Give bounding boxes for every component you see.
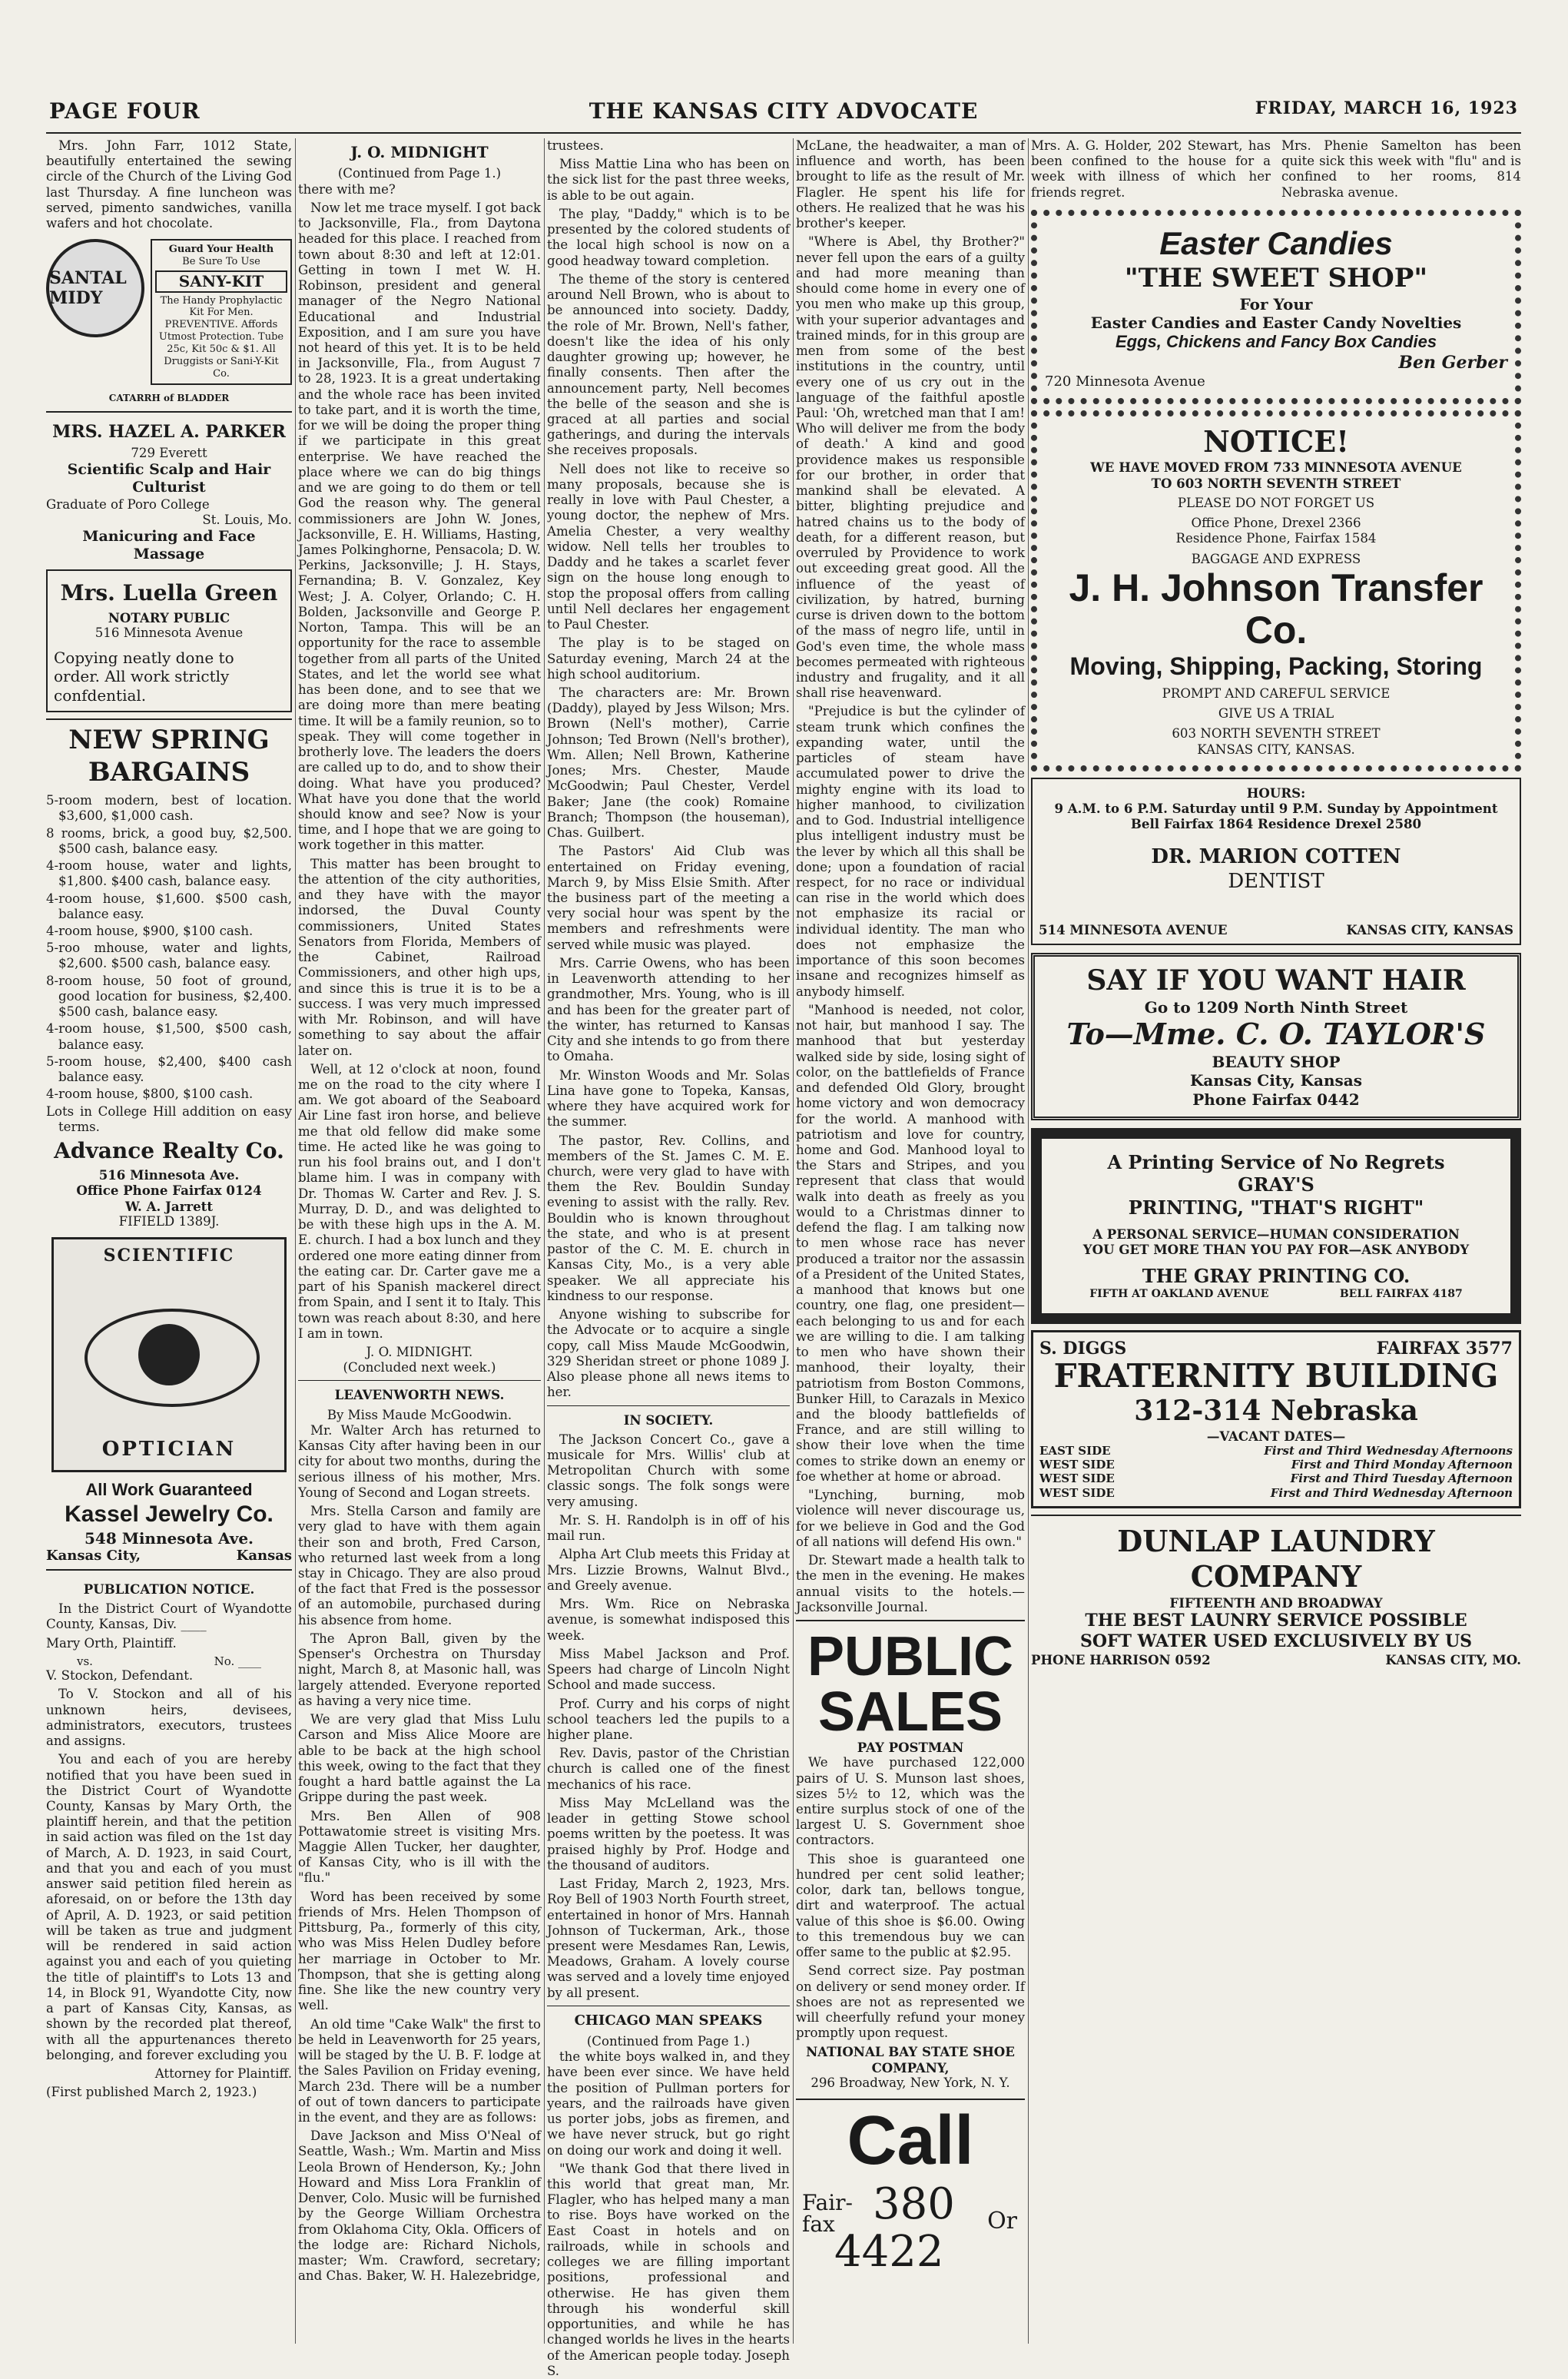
frat-header: [1039, 1339, 1513, 1359]
hair-head: SAY IF YOU WANT HAIR: [1086, 964, 1466, 997]
spring-item: 4-room house, water and lights, $1,800. $400 cash, balance easy.: [46, 858, 292, 889]
call-number1: 380: [873, 2179, 955, 2230]
green-name: Mrs. Luella Green: [60, 580, 278, 606]
frat-row: [1039, 1472, 1513, 1485]
optician-label: OPTICIAN: [101, 1438, 237, 1462]
sanykit-box: [151, 239, 292, 384]
gray-printing-ad: [1031, 1128, 1521, 1324]
dunlap-line6: PHONE HARRISON 0592: [1031, 1651, 1211, 1667]
col3-p7: The Pastors' Aid Club was entertained on Friday evening, March 9, by Miss Elsie Smith. After the business part of the meeting a very social hour was spent by the members and refreshments were served while music was played.: [547, 844, 790, 952]
col4-p3: "Prejudice is but the cylinder of steam trunk which confines the expanding water, until the particles of steam have accumulated power to drive the mighty engine with its load to higher manhood, to civilization and to God. Industrial intelligence plus intelligent industry must be the lever by which all this shall be done; upon a foundation of racial respect, for no race or individual can rise in the world which does not emphasize its racial or individual identity. The man who does not emphasize the importance of this soon becomes insane and recognizes himself as anybody himself.: [796, 704, 1025, 999]
pub-vs-line: [46, 1654, 292, 1668]
column-2: [298, 138, 541, 2344]
sanykit-head: Guard Your Health: [168, 244, 274, 256]
spring-item: 8-room house, 50 foot of ground, good location for business, $2,400. $500 cash, balance easy.: [46, 973, 292, 1020]
col3-p5: The play is to be staged on Saturday evening, March 24 at the high school auditorium.: [547, 635, 790, 682]
spring-item: 4-room house, $1,500, $500 cash, balance easy.: [46, 1021, 292, 1052]
col3-p10: The pastor, Rev. Collins, and members of the St. James C. M. E. church, were very glad to have with them the Rev. Bouldin Sunday evening to assist with the rally. Rev. Bouldin who is known throughout the state, and who is at present pastor of the C. M. E. church in Kansas City, Mo., is a very able speaker. We all appreciate his kindness to our response.: [547, 1133, 790, 1303]
call-fair-text: Fair-: [802, 2190, 854, 2216]
society-p9: Last Friday, March 2, 1923, Mrs. Roy Bell of 1903 North Fourth street, entertained in honor of Mrs. Hannah Johnson of Tuckerman, Ark., those present were Mesdames Ran, Lewis, Meadows, Graham. A lovely course was served and a lovely time enjoyed by all present.: [547, 1876, 790, 2000]
frat-row-schedule: First and Third Wednesday Afternoon: [1270, 1485, 1513, 1500]
col4-p5: "Lynching, burning, mob violence will never discourage us, for we believe in God and the God of all nations will defend His own.": [796, 1488, 1025, 1549]
cotten-line2: Bell Fairfax 1864 Residence Drexel 2580: [1130, 816, 1422, 832]
col3-p3: The theme of the story is centered around Nell Brown, who is about to be announced into society. Daddy, the role of Mr. Brown, Nell's father, doesn't like the idea of his only daughter growing up; however, he finally consents. Then after the announcement party, Nell becomes the belle of the season and she is graced at all parties and social gatherings, and during the intervals she receives proposals.: [547, 271, 790, 458]
green-ad: [46, 569, 292, 712]
col3-p8: Mrs. Carrie Owens, who has been in Leavenworth attending to her grandmother, Mrs. Young, who is ill and has been for the greater part of the winter, has returned to Kansas City and she intends to go from there to Omaha.: [547, 955, 790, 1064]
public-sales-big2: SALES: [817, 1681, 1003, 1744]
frat-row: [1039, 1486, 1513, 1500]
pub-to: To V. Stockon and all of his unknown heirs, devisees, administrators, executors, trustees and assigns.: [46, 1687, 292, 1749]
dunlap-ad: [1031, 1515, 1521, 1667]
notice-company: J. H. Johnson Transfer Co.: [1069, 566, 1483, 652]
parker-line2: Graduate of Poro College: [46, 496, 210, 512]
public-sales-company: NATIONAL BAY STATE SHOE COMPANY,: [806, 2044, 1015, 2075]
col4-p2: "Where is Abel, thy Brother?" never fell upon the ears of a guilty and had more meaning than should come home in every one of you men who make up this group, with your superior advantages and trained minds, for in this group are men from some of the best institutions in the country, until every one of us cry out in the language of the faithful apostle Paul: 'Oh, wretched man that I am! Who will deliver me from the body of death.' A kind and good providence makes us responsible for our brother, in order that mankind shall be elevated. A bitter, blighting prejudice and hatred chains us to the body of death, for a different reason, but overruled by Providence to work out exceeding great good. All the influence of the yeast of civilization, by hatred, burning curse is driven down to the bottom of the mass of negro life, until in God's even time, the whole mass becomes permeated with righteous industry and frugality, and it all shall rise heavenward.: [796, 234, 1025, 701]
midnight-continued: (Continued from Page 1.): [337, 166, 502, 181]
fraternity-ad: [1031, 1330, 1521, 1508]
issue-date: FRIDAY, MARCH 16, 1923: [1255, 98, 1518, 118]
col4-p4: "Manhood is needed, not color, not hair, but manhood I say. The manhood that but yesterday walked side by side, losing sight of color, on the battlefields of France and defended Old Glory, brought home victory and won democracy for the world. A manhood with patriotism and love for country, home and God. Manhood loyal to the Stars and Stripes, and you represent that class that would walk into death as freely as you would to a Christmas dinner to defend the flag. I am talking now to men whose race has never produced a traitor nor the assassin of a President of the United States, a manhood that knows but one country, one flag, one president—each belonging to us and for each we are willing to die. I am talking to men who have shown their manhood, their loyalty, their patriotism from Boston Commons, Bunker Hill, to Carazals in Mexico and the bloody battlefields of France, and are still willing to show their love when the time comes to strike down an enemy or foe whether at home or abroad.: [796, 1002, 1025, 1484]
call-big: Call: [847, 2102, 974, 2180]
gray-line6: THE GRAY PRINTING CO.: [1142, 1265, 1411, 1288]
notice-line5: Residence Phone, Fairfax 1584: [1175, 531, 1377, 546]
gray-line4: A PERSONAL SERVICE—HUMAN CONSIDERATION: [1092, 1226, 1460, 1242]
midnight-head: J. O. MIDNIGHT: [350, 143, 489, 161]
hair-line5: Phone Fairfax 0442: [1192, 1090, 1360, 1109]
society-p3: Alpha Art Club meets this Friday at Mrs. Lizzie Browns, Walnut Blvd., and Greely avenue.: [547, 1547, 790, 1593]
spring-item: 5-room house, $2,400, $400 cash balance easy.: [46, 1053, 292, 1085]
spring-item: Lots in College Hill addition on easy terms.: [46, 1103, 292, 1134]
leavenworth-p6: Word has been received by some friends of Mrs. Helen Thompson of Pittsburg, Pa., formerly of this city, who was Miss Helen Dudley before her marriage in October to Mr. Thompson, that she is getting along fine. She like the new country very well.: [298, 1889, 541, 2013]
leavenworth-p7: An old time "Cake Walk" the first to be held in Leavenworth for 25 years, will be staged by the U. B. F. lodge at the Sales Pavilion on Friday evening, March 23d. There will be a number of out of town dancers to participate in the event, and they are as follows:: [298, 2016, 541, 2125]
parker-line3: St. Louis, Mo.: [202, 512, 292, 527]
pub-body: You and each of you are hereby notified that you have been sued in the District Court of Wyandotte County, Kansas by Mary Orth, the plaintiff herein, and that the petition in said action was filed on the 1st day of March, A. D. 1923, in said Court, and that you and each of you must answer said petition filed herein as aforesaid, on or before the 13th day of April, A. D. 1923, or said petition will be taken as true and judgment will be rendered in said action against you and each of you quieting the title of plaintiff's to Lots 13 and 14, in Block 91, Wyandotte City, now a part of Kansas City, Kansas, as shown by the recorded plat thereof, with all the appurtenances thereto belonging, and forever excluding you: [46, 1752, 292, 2062]
parker-line1: Scientific Scalp and Hair Culturist: [67, 461, 271, 496]
midnight-p0: there with me?: [298, 181, 396, 197]
spring-item: 4-room house, $1,600. $500 cash, balance easy.: [46, 891, 292, 921]
society-p5: Miss Mabel Jackson and Prof. Speers had charge of Lincoln Night School and made success.: [547, 1646, 790, 1693]
public-sales-sub: PAY POSTMAN: [857, 1740, 964, 1756]
dunlap-line3: FIFTEENTH AND BROADWAY: [1169, 1594, 1383, 1611]
notice-line2: TO 603 NORTH SEVENTH STREET: [1151, 475, 1401, 491]
notice-line1: WE HAVE MOVED FROM 733 MINNESOTA AVENUE: [1090, 460, 1462, 476]
sanykit-side: CATARRH of BLADDER: [108, 392, 230, 403]
spring-item: 8 rooms, brick, a good buy, $2,500. $500 cash, balance easy.: [46, 825, 292, 856]
optician-eye-illustration: [51, 1237, 287, 1472]
page-number: PAGE FOUR: [49, 98, 201, 124]
public-sales-address: 296 Broadway, New York, N. Y.: [811, 2075, 1010, 2090]
frat-vacant: —VACANT DATES—: [1206, 1428, 1346, 1444]
green-address: 516 Minnesota Avenue: [94, 625, 244, 640]
society-p1: The Jackson Concert Co., gave a musicale for Mrs. Willis' club at Metropolitan Church with some classic songs. The folk songs were very amusing.: [547, 1432, 790, 1509]
hair-line2: To—Mme. C. O. TAYLOR'S: [1066, 1017, 1486, 1052]
pub-plaintiff: Mary Orth, Plaintiff.: [46, 1635, 177, 1651]
column-rule: [295, 138, 296, 2344]
chicago-head: CHICAGO MAN SPEAKS: [547, 2006, 790, 2029]
parker-name: MRS. HAZEL A. PARKER: [52, 422, 286, 443]
midnight-p2: This matter has been brought to the attention of the city authorities, and they have with the mayor indorsed, the Duval County commissioners, United States Senators from Florida, Members of the Cabinet, Railroad Commissioners, and other high ups, and since this is true it is to be a success. I was very much impressed with Mr. Robinson, and will have something to say about the affair later on.: [298, 856, 541, 1058]
kassel-city: Kansas City,: [46, 1547, 141, 1564]
dunlap-footer: [1031, 1652, 1521, 1667]
dunlap-line7: KANSAS CITY, MO.: [1385, 1651, 1521, 1667]
col3-p1: Miss Mattie Lina who has been on the sick list for the past three weeks, is able to be out again.: [547, 157, 790, 203]
pub-defendant: V. Stockon, Defendant.: [46, 1668, 194, 1684]
column-5: [1031, 138, 1521, 2344]
easter-line2: Eggs, Chickens and Fancy Box Candies: [1115, 332, 1437, 352]
notice-line9: 603 NORTH SEVENTH STREET: [1172, 726, 1381, 742]
col4-p1: McLane, the headwaiter, a man of influence and worth, has been brought to life as the result of Mr. Flagler. He spent his life for others. He realized that he was his brother's keeper.: [796, 138, 1025, 231]
advance-address: 516 Minnesota Ave.: [98, 1167, 240, 1183]
notice-line10: KANSAS CITY, KANSAS.: [1197, 742, 1355, 757]
cotten-address: 514 MINNESOTA AVENUE: [1039, 921, 1228, 937]
pub-vs: vs.: [77, 1654, 93, 1668]
midnight-p3: Well, at 12 o'clock at noon, found me on the road to the city where I am. We got aboard of the Seaboard Air Line fast iron horse, and believe me that old fellow did make some time. He acted like he was going to run his fool brains out, and I don't blame him. I was in company with Dr. Thomas W. Carter and Rev. J. S. Murray, D. D., and was delighted to be with these high ups in the A. M. E. church. I had a box lunch and they ordered one more eating dinner from the eating car. Dr. Carter gave me a part of his Spanish mackerel direct from Spain, and I sent it to Italy. This town was reach about 8:30, and here I am in town.: [298, 1061, 541, 1341]
hair-ad: [1031, 953, 1521, 1120]
hair-line1: Go to 1209 North Ninth Street: [1144, 998, 1408, 1017]
spring-item: 4-room house, $800, $100 cash.: [46, 1087, 254, 1102]
easter-title: Easter Candies: [1159, 224, 1393, 261]
santal-seal: SANTAL MIDY: [46, 239, 144, 337]
column-1: [46, 138, 292, 2344]
sanykit-ad: [46, 239, 292, 384]
easter-line1: Easter Candies and Easter Candy Novelties: [1090, 314, 1462, 333]
frat-row-side: WEST SIDE: [1039, 1458, 1115, 1472]
public-sales-p2: This shoe is guaranteed one hundred per cent solid leather; color, dark tan, bellows tongue, dirt and waterproof. The actual value of this shoe is $6.00. Owing to this tremendous buy we can offer same to the public at $2.95.: [796, 1851, 1025, 1960]
notice-line6: BAGGAGE AND EXPRESS: [1191, 551, 1361, 566]
gray-footer: [1054, 1288, 1498, 1301]
dunlap-line5: SOFT WATER USED EXCLUSIVELY BY US: [1079, 1631, 1473, 1651]
frat-title: FRATERNITY BUILDING: [1053, 1357, 1499, 1395]
frat-row-schedule: First and Third Tuesday Afternoon: [1290, 1472, 1513, 1486]
notice-title: NOTICE!: [1203, 424, 1349, 460]
frat-rows: [1039, 1444, 1513, 1500]
frat-right: FAIRFAX 3577: [1376, 1338, 1513, 1359]
col3-p11: Anyone wishing to subscribe for the Advocate or to acquire a single copy, call Miss Maude McGoodwin, 329 Sheridan street or phone 1089 J. Also please phone all news items to her.: [547, 1307, 790, 1400]
cotten-line1: 9 A.M. to 6 P.M. Saturday until 9 P.M. Sunday by Appointment: [1054, 801, 1498, 816]
society-p4: Mrs. Wm. Rice on Nebraska avenue, is somewhat indisposed this week.: [547, 1597, 790, 1643]
chicago-p2: "We thank God that there lived in this world that great man, Mr. Flagler, who has helped many a man to rise. Boys have worked on the East Coast in hotels and on railroads, while in schools and colleges we are filling important positions, professional and otherwise. He has given them through his wonderful skill opportunities, and while he has changed worlds he lives in the hearts of the American people today. Joseph S.: [547, 2161, 790, 2378]
notice-services: Moving, Shipping, Packing, Storing: [1069, 652, 1483, 680]
col3-p9: Mr. Winston Woods and Mr. Solas Lina have gone to Topeka, Kansas, where they have acquired work for the summer.: [547, 1067, 790, 1130]
spring-list: [46, 793, 292, 1135]
publication-notice-head: PUBLICATION NOTICE.: [83, 1581, 255, 1597]
call-fax-text: fax: [802, 2211, 835, 2238]
pub-no: No. ____: [214, 1654, 261, 1668]
gray-line8: BELL FAIRFAX 4187: [1339, 1287, 1463, 1300]
gray-line3: PRINTING, "THAT'S RIGHT": [1128, 1196, 1424, 1219]
leavenworth-p8: Dave Jackson and Miss O'Neal of Seattle, Wash.; Wm. Martin and Miss Leola Brown of Henderson, Ky.; John Howard and Miss Lora Franklin of Denver, Colo. Music will be furnished by the George William Orchestra from Oklahoma City, Okla. Officers of the lodge are: Richard Nichols, master; Wm. Crawford, secretary; and Chas. Baker, W. H. Halezebridge,: [298, 2128, 541, 2284]
column-rule: [793, 138, 794, 2344]
gray-line7: FIFTH AT OAKLAND AVENUE: [1089, 1287, 1269, 1300]
gray-line1: A Printing Service of No Regrets: [1107, 1150, 1445, 1173]
call-ad: [796, 2099, 1025, 2298]
col3-p2: The play, "Daddy," which is to be presented by the colored students of the local high school is now on a good headway toward completion.: [547, 206, 790, 268]
chicago-p1: the white boys walked in, and they have been ever since. We have held the position of Pullman porters for years, and the railroads have given us porter jobs, jobs as firemen, and we have never struck, but go right on doing our work and doing it well.: [547, 2049, 790, 2158]
frat-row-side: WEST SIDE: [1039, 1472, 1115, 1486]
col4-p6: Dr. Stewart made a health talk to the men in the evening. He makes annual visits to the hotels.—Jacksonville Journal.: [796, 1553, 1025, 1614]
leavenworth-p3: The Apron Ball, given by the Spenser's Orchestra on Thursday night, March 8, at Masonic hall, was largely attended. Everyone reported as having a very nice time.: [298, 1631, 541, 1708]
masthead: [46, 86, 1521, 134]
leavenworth-head: LEAVENWORTH NEWS.: [298, 1380, 541, 1402]
frat-row-side: WEST SIDE: [1039, 1485, 1115, 1500]
frat-left: S. DIGGS: [1039, 1338, 1127, 1359]
kassel-line4: [46, 1548, 292, 1571]
spring-item: 4-room house, $900, $100 cash.: [46, 923, 254, 938]
frat-row-schedule: First and Third Wednesday Afternoons: [1264, 1443, 1513, 1458]
col3-p6: The characters are: Mr. Brown (Daddy), played by Jess Wilson; Mrs. Brown (Nell's mother), Carrie Johnson; Ted Brown (Nell's brother), Wm. Allen; Nell Brown, Katherine Jones; Mrs. Chester, Maude McGoodwin; Paul Chester, Verdel Baker; Jane (the cook) Romaine Branch; Thompson (the houseman), Chas. Guilbert.: [547, 685, 790, 841]
pub-attorney: Attorney for Plaintiff.: [154, 2065, 292, 2081]
cotten-hours: HOURS:: [1246, 785, 1306, 801]
pupil-icon: [138, 1324, 200, 1385]
personals-row: [1031, 138, 1521, 204]
easter-owner: Ben Gerber: [1398, 353, 1507, 373]
notice-line4: Office Phone, Drexel 2366: [1191, 516, 1361, 531]
society-p6: Prof. Curry and his corps of night school teachers led the pupils to a higher plane.: [547, 1696, 790, 1742]
notice-line7: PROMPT AND CAREFUL SERVICE: [1162, 685, 1391, 701]
frat-row: [1039, 1444, 1513, 1458]
green-title: NOTARY PUBLIC: [108, 609, 230, 625]
column-3: [547, 138, 790, 2378]
frat-address: 312-314 Nebraska: [1134, 1394, 1418, 1427]
society-head: IN SOCIETY.: [547, 1405, 790, 1428]
farr-item: Mrs. John Farr, 1012 State, beautifully entertained the sewing circle of the Church of the Living God last Thursday. A fine luncheon was served, pimento sandwiches, vanilla wafers and hot chocolate.: [46, 138, 292, 231]
leavenworth-p4: We are very glad that Miss Lulu Carson and Miss Alice Moore are able to be back at the high school this week, owing to the fact that they fought a hard battle against the La Grippe during the past week.: [298, 1712, 541, 1805]
dunlap-line4: THE BEST LAUNRY SERVICE POSSIBLE: [1085, 1610, 1467, 1631]
society-p2: Mr. S. H. Randolph is in off of his mail run.: [547, 1512, 790, 1544]
kassel-line1: All Work Guaranteed: [85, 1480, 253, 1500]
dunlap-line2: COMPANY: [1190, 1559, 1362, 1594]
parker-ad: [46, 411, 292, 563]
easter-shop: "THE SWEET SHOP": [1124, 263, 1428, 294]
leavenworth-p5: Mrs. Ben Allen of 908 Pottawatomie street is visiting Mrs. Maggie Allen Tucker, her daughter, of Kansas City, who is ill with the "flu.": [298, 1808, 541, 1886]
public-sales-ad: [796, 1620, 1025, 2091]
holder-item: Mrs. A. G. Holder, 202 Stewart, has been confined to the house for a week with illness of which her friends regret.: [1031, 138, 1271, 200]
midnight-p1: Now let me trace myself. I got back to Jacksonville, Fla., from Daytona headed for this place. I reached from town about 8:30 and left at 12:01. Getting in town I met W. H. Robinson, president and general manager of the Negro National Educational and Industrial Exposition, and I am sure you have not heard of this yet. It is to be held in Jacksonville, Fla., from August 7 to 28, 1923. It is a great undertaking and the whole race has been invited to take part, and it is worth the time, for we will be doing the proper thing if we participate in this great enterprise. We have reached the place where we can do big things and we are going to do them or tell God the reason why. The general commissioners are John W. Jones, Jacksonville, E. H. Williams, Hasting, James Polkinghorne, Pensacola; D. W. Perkins, Jacksonville; J. H. Stays, Fernandina; B. V. Gonzalez, Key West; J. A. Colyer, Orlando; C. H. Bolden, Jacksonville and George P. Norton, Tampa. This will be an opportunity for the race to assemble together from all parts of the United States, and let the world see what has been done, and to see that we are doing more than mere beating time. It will be a family reunion, so to speak. They will come together in brotherly love. The leaders the doers are called up to do, and to show their doing. What have you produced? What have you done that the world should know and see? Now is your time, and I hope that we are going to work together in this matter.: [298, 200, 541, 853]
column-4: [796, 138, 1025, 2344]
call-or: Or: [987, 2208, 1017, 2235]
cotten-title: DENTIST: [1228, 870, 1324, 894]
spring-ad: [46, 718, 292, 1229]
midnight-concluded: (Concluded next week.): [343, 1360, 496, 1375]
easter-ad: [1031, 210, 1521, 404]
kassel-state: Kansas: [236, 1547, 292, 1564]
leavenworth-byline: By Miss Maude McGoodwin.: [327, 1407, 512, 1422]
col3-p0: trustees.: [547, 138, 604, 153]
cotten-ad: [1031, 778, 1521, 945]
column-rule: [1028, 138, 1029, 2344]
cotten-footer: [1039, 922, 1513, 937]
samelton-item: Mrs. Phenie Samelton has been quite sick this week with "flu" and is confined to her rooms, 814 Nebraska avenue.: [1281, 138, 1521, 200]
kassel-line2: Kassel Jewelry Co.: [65, 1501, 273, 1527]
advance-name: Advance Realty Co.: [54, 1138, 284, 1164]
society-p8: Miss May McLelland was the leader in getting Stowe school poems written by the poetess. It was praised highly by Prof. Hodge and the thousand of auditors.: [547, 1795, 790, 1873]
hair-line3: BEAUTY SHOP: [1212, 1052, 1341, 1071]
green-text: Copying neatly done to order. All work strictly confdential.: [54, 649, 234, 705]
notice-line3: PLEASE DO NOT FORGET US: [1177, 495, 1375, 510]
parker-address: 729 Everett: [131, 445, 207, 460]
cotten-name: DR. MARION COTTEN: [1151, 845, 1401, 869]
easter-for: For Your: [1239, 294, 1313, 314]
sanykit-brand: SANY-KIT: [155, 270, 287, 292]
newspaper-title: THE KANSAS CITY ADVOCATE: [588, 98, 979, 124]
easter-address: 720 Minnesota Avenue: [1045, 373, 1205, 390]
call-number2: 4422: [834, 2227, 944, 2278]
leavenworth-p2: Mrs. Stella Carson and family are very glad to have with them again their son and broth, Fred Carson, who returned last week from a long stay in Chicago. They are also proud of the fact that Fred is the possessor of an automobile, purchased during his absence from home.: [298, 1504, 541, 1627]
public-sales-big1: PUBLIC: [807, 1626, 1013, 1688]
dunlap-line1: DUNLAP LAUNDRY: [1117, 1523, 1435, 1558]
frat-row: [1039, 1458, 1513, 1472]
chicago-continued: (Continued from Page 1.): [586, 2033, 751, 2049]
advance-person: W. A. Jarrett: [124, 1198, 213, 1214]
gray-line2: GRAY'S: [1238, 1173, 1314, 1196]
sanykit-text: The Handy Prophylactic Kit For Men. PREVENTIVE. Affords Utmost Protection. Tube 25c, Kit 50c & $1. All Druggists or Sani-Y-Kit Co.: [158, 294, 284, 380]
pub-court: In the District Court of Wyandotte County, Kansas, Div. ____: [46, 1601, 292, 1632]
col3-p4: Nell does not like to receive so many proposals, because she is really in love with Paul Chester, a young doctor, the nephew of Mrs. Amelia Chester, a very wealthy widow. Nell tells her troubles to Daddy and he takes a scarlet fever sign on the house long enough to stop the proposal offers from calling until Nell declares her engagement to Paul Chester.: [547, 461, 790, 632]
notice-line8: GIVE US A TRIAL: [1218, 706, 1334, 722]
hair-line4: Kansas City, Kansas: [1189, 1071, 1363, 1090]
spring-head: NEW SPRING BARGAINS: [68, 725, 270, 788]
optician-top: SCIENTIFIC: [103, 1246, 235, 1266]
pub-first-published: (First published March 2, 1923.): [46, 2085, 257, 2100]
parker-line4: Manicuring and Face Massage: [82, 528, 256, 563]
public-sales-p3: Send correct size. Pay postman on delivery or send money order. If shoes are not as represented we will cheerfully refund your money promptly upon request.: [796, 1963, 1025, 2041]
frat-row-schedule: First and Third Monday Afternoon: [1291, 1458, 1513, 1472]
midnight-signature: J. O. MIDNIGHT.: [366, 1344, 473, 1359]
gray-line5: YOU GET MORE THAN YOU PAY FOR—ASK ANYBODY: [1082, 1242, 1470, 1257]
frat-row-side: EAST SIDE: [1039, 1443, 1111, 1458]
leavenworth-p1: Mr. Walter Arch has returned to Kansas City after having been in our city for about two months, during the serious illness of his mother, Mrs. Young of Second and Logan streets.: [298, 1422, 541, 1500]
notice-ad: [1031, 410, 1521, 771]
public-sales-p1: We have purchased 122,000 pairs of U. S. Munson last shoes, sizes 5½ to 12, which was the entire surplus stock of one of the largest U. S. Government shoe contractors.: [796, 1755, 1025, 1848]
kassel-line3: 548 Minnesota Ave.: [84, 1528, 254, 1548]
sanykit-sub: Be Sure To Use: [182, 256, 260, 268]
spring-item: 5-room modern, best of location. $3,600, $1,000 cash.: [46, 793, 292, 824]
column-rule: [544, 138, 545, 2344]
cotten-city: KANSAS CITY, KANSAS: [1346, 921, 1513, 937]
advance-person-phone: FIFIELD 1389J.: [118, 1213, 220, 1229]
society-p7: Rev. Davis, pastor of the Christian church is called one of the finest mechanics of his race.: [547, 1746, 790, 1792]
advance-phone: Office Phone Fairfax 0124: [76, 1183, 262, 1199]
spring-item: 5-roo mhouse, water and lights, $2,600. $500 cash, balance easy.: [46, 941, 292, 971]
